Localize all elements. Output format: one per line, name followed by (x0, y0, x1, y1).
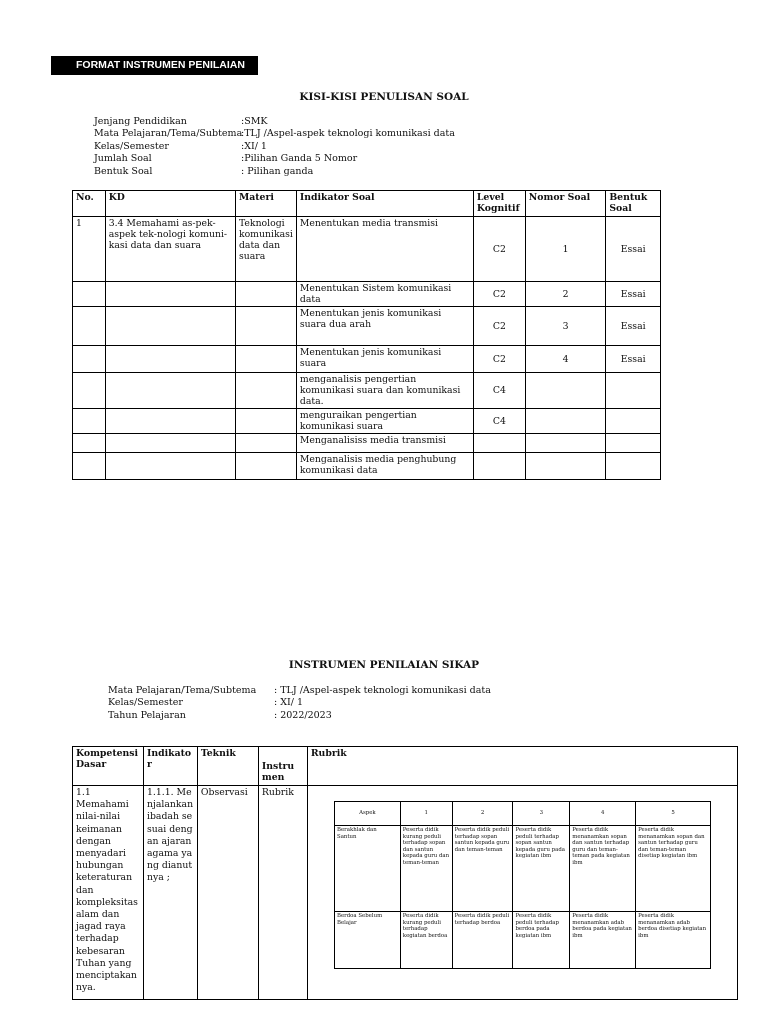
col-indikator: Indikator (143, 747, 197, 786)
col-kompetensi: Kompetensi Dasar (73, 747, 144, 786)
col-no: No. (73, 191, 106, 217)
meta-row: Bentuk Soal : Pilihan ganda (94, 165, 314, 177)
meta-row: Mata Pelajaran/Tema/Subtema : TLJ /Aspel-aspek teknologi komunikasi data (108, 685, 491, 696)
col-teknik: Teknik (197, 747, 258, 786)
sikap-meta (108, 685, 491, 722)
table-row: Menganalisiss media transmisi (73, 434, 661, 453)
table-row: Menganalisis media penghubung komunikasi data (73, 453, 661, 480)
meta-row: Jenjang Pendidikan :SMK (94, 116, 268, 127)
kisi-table (72, 190, 661, 480)
table-row: 1 3.4 Memahami as-pek-aspek tek-nologi komuni-kasi data dan suara Teknologi komunikasi data dan suara Menentukan media transmisi C2 1 Essai (73, 217, 661, 282)
table-row: menganalisis pengertian komunikasi suara dan komunikasi data. C4 (73, 373, 661, 409)
meta-row: Kelas/Semester : XI/ 1 (108, 697, 304, 709)
meta-row: Kelas/Semester :XI/ 1 (94, 140, 267, 152)
meta-row: Mata Pelajaran/Tema/Subtema :TLJ /Aspel-aspek teknologi komunikasi data (94, 128, 455, 140)
rubrik-col-aspek: Aspek (335, 802, 401, 826)
rubrik-col-5: 5 (636, 802, 711, 826)
meta-row: Jumlah Soal :Pilihan Ganda 5 Nomor (94, 153, 358, 165)
table-row: 1.1 Memahami nilai-nilai keimanan dengan menyadari hubungan keteraturan dan kompleksitas alam dan jagad raya terhadap kebesaran Tuhan yang menciptakan nya. 1.1.1. Menjalankan ibadah sesuai dengan ajaran agama yang dianutnya ; Observasi Rubrik (73, 786, 738, 1000)
rubrik-table (334, 801, 711, 969)
rubrik-col-1: 1 (400, 802, 452, 826)
col-indikator: Indikator Soal (296, 191, 473, 217)
table-row: Menentukan Sistem komunikasi data C2 2 Essai (73, 282, 661, 307)
table-row: Menentukan jenis komunikasi suara C2 4 Essai (73, 346, 661, 373)
col-nomor: Nomor Soal (525, 191, 606, 217)
col-bentuk: Bentuk Soal (606, 191, 661, 217)
table-row: menguraikan pengertian komunikasi suara C4 (73, 409, 661, 434)
rubrik-col-3: 3 (513, 802, 570, 826)
col-kd: KD (105, 191, 235, 217)
col-rubrik: Rubrik (307, 747, 737, 786)
rubrik-col-2: 2 (452, 802, 513, 826)
col-instrumen: Instrumen (258, 747, 307, 786)
rubrik-col-4: 4 (570, 802, 636, 826)
sikap-title: INSTRUMEN PENILAIAN SIKAP (288, 659, 480, 671)
kisi-title: KISI-KISI PENULISAN SOAL (299, 91, 469, 103)
rubrik-row: Berakhlak dan Santun Peserta didik kurang peduli terhadap sopan dan santun kepada guru dan teman-teman Peserta didik peduli terhadap sopan santun kepada guru dan teman-teman Peserta didik peduli terhadap sopan santun kepada guru pada kegiatan ibm Peserta didik menanamkan sopan dan santun terhadap guru dan teman-teman pada kegiatan ibm Peserta didik menanamkan sopan dan santun terhadap guru dan teman-teman disetiap kegiatan ibm (335, 826, 711, 912)
rubrik-row: Berdoa Sebelum Belajar Peserta didik kurang peduli terhadap kegiatan berdoa Peserta didik peduli terhadap berdoa Peserta didik peduli terhadap berdoa pada kegiatan ibm Peserta didik menanamkan adab berdoa pada kegiatan ibm Peserta didik menanamkan adab berdoa disetiap kegiatan ibm (335, 912, 711, 969)
col-materi: Materi (235, 191, 296, 217)
meta-row: Tahun Pelajaran : 2022/2023 (108, 709, 332, 721)
format-header-bar: FORMAT INSTRUMEN PENILAIAN (51, 56, 258, 75)
kisi-meta (94, 116, 455, 178)
table-row: Menentukan jenis komunikasi suara dua arah C2 3 Essai (73, 307, 661, 346)
col-level: Level Kognitif (473, 191, 525, 217)
